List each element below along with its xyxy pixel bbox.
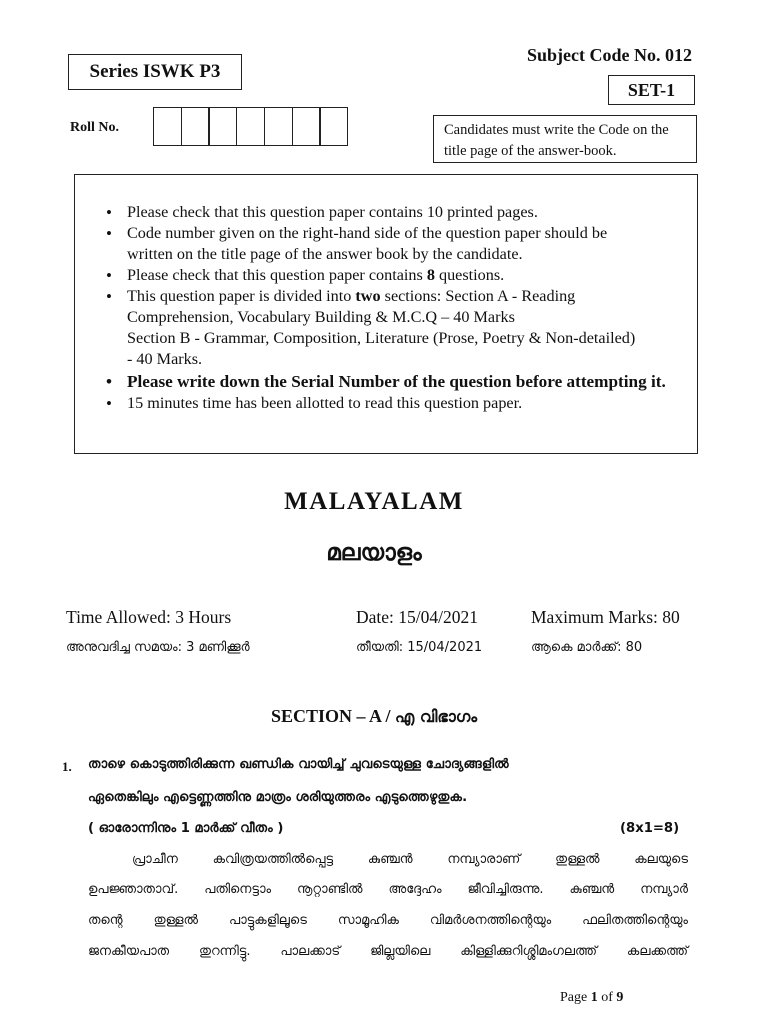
instruction-text: - 40 Marks. — [127, 350, 203, 368]
roll-number-box — [208, 107, 237, 146]
instruction-item — [127, 265, 687, 286]
instruction-text: Please check that this question paper contains — [127, 266, 427, 284]
instruction-text: 15 minutes time has been allotted to read this question paper. — [127, 394, 523, 412]
instruction-item — [127, 370, 687, 393]
instruction-text: • Code number given on the right-hand side of the question paper should be — [127, 224, 608, 242]
candidate-note-line: title page of the answer-book. — [444, 143, 617, 159]
page-label: Page — [560, 990, 591, 1005]
section-heading-separator: / — [381, 706, 396, 726]
instruction-text: sections: Section A - Reading — [380, 287, 576, 305]
instructions-list — [127, 202, 687, 414]
page-footer — [560, 990, 623, 1006]
roll-number-label: Roll No. — [70, 120, 119, 135]
instruction-item — [127, 202, 687, 223]
section-count: two — [355, 287, 381, 305]
roll-number-box — [153, 107, 182, 146]
roll-number-box — [181, 107, 210, 146]
exam-date-malayalam: തീയതി: 15/04/2021 — [356, 640, 483, 655]
subject-code: Subject Code No. 012 — [527, 45, 692, 65]
page-total: 9 — [616, 990, 624, 1005]
roll-number-boxes — [153, 107, 347, 146]
roll-number-box — [319, 107, 348, 146]
instruction-text: written on the title page of the answer book by the candidate. — [127, 245, 523, 263]
instruction-text: questions. — [434, 266, 505, 284]
subject-title-malayalam: മലയാളം — [326, 540, 422, 566]
section-heading — [0, 706, 748, 727]
instruction-text: Section B - Grammar, Composition, Literature (Prose, Poetry & Non-detailed) — [127, 329, 636, 347]
instruction-item — [127, 223, 687, 265]
time-allowed: Time Allowed: 3 Hours — [66, 607, 232, 627]
question-marks-total: (8x1=8) — [620, 821, 680, 836]
set-box: SET-1 — [608, 75, 695, 105]
passage-line: തന്റെ തുള്ളൽ പാട്ടുകളിലൂടെ സാമൂഹിക വിമർശനത്തിന്റെയും ഫലിതത്തിന്റെയും — [88, 913, 688, 928]
question-number: 1. — [62, 759, 72, 774]
subject-title-english: MALAYALAM — [284, 488, 464, 515]
series-box: Series ISWK P3 — [68, 54, 242, 90]
candidate-note — [433, 115, 697, 163]
section-heading-english: SECTION – A — [270, 706, 381, 726]
instruction-text: Please write down the Serial Number of the question before attempting it. — [127, 372, 666, 391]
passage-line: പ്രാചീന കവിത്രയത്തിൽപ്പെട്ട കുഞ്ചൻ നമ്പ്യാരാണ് തുള്ളൽ കലയുടെ — [132, 852, 688, 867]
page-number: 1 — [590, 990, 598, 1005]
question-instruction-line: താഴെ കൊടുത്തിരിക്കുന്ന ഖണ്ഡിക വായിച്ച് ചുവടെയുള്ള ചോദ്യങ്ങളിൽ — [88, 757, 509, 772]
roll-number-box — [264, 107, 293, 146]
instructions-box — [74, 174, 698, 454]
roll-number-box — [292, 107, 321, 146]
question-instruction-line: ഏതെങ്കിലും എട്ടെണ്ണത്തിനു മാത്രം ശരിയുത്തരം എടുത്തെഴുതുക. — [88, 790, 468, 805]
instruction-text: Comprehension, Vocabulary Building & M.C.Q – 40 Marks — [127, 308, 515, 326]
exam-date: Date: 15/04/2021 — [356, 607, 478, 627]
roll-number-box — [236, 107, 265, 146]
maximum-marks: Maximum Marks: 80 — [531, 607, 680, 627]
page-label-of: of — [597, 990, 617, 1005]
question-marks-note: ( ഓരോന്നിനും 1 മാർക്ക് വീതം ) — [88, 821, 284, 836]
instruction-item — [127, 393, 687, 414]
time-allowed-malayalam: അനുവദിച്ച സമയം: 3 മണിക്കൂർ — [66, 640, 250, 655]
question-count: 8 — [426, 266, 435, 284]
instruction-text: This question paper is divided into — [127, 287, 356, 305]
maximum-marks-malayalam: ആകെ മാർക്ക്: 80 — [531, 640, 643, 655]
passage-line: ഉപജ്ഞാതാവ്. പതിനെട്ടാം നൂറ്റാണ്ടിൽ അദ്ദേഹം ജീവിച്ചിരുന്നു. കുഞ്ചൻ നമ്പ്യാർ — [88, 882, 688, 897]
instruction-item — [127, 286, 687, 370]
section-heading-malayalam: എ വിഭാഗം — [395, 707, 478, 726]
passage-line: ജനകീയപാത തുറന്നിട്ടു. പാലക്കാട് ജില്ലയിലെ കിള്ളിക്കുറിശ്ശിമംഗലത്ത് കലക്കത്ത് — [88, 944, 688, 959]
instruction-text: Please check that this question paper contains 10 printed pages. — [127, 203, 538, 221]
candidate-note-line: Candidates must write the Code on the — [444, 122, 669, 138]
